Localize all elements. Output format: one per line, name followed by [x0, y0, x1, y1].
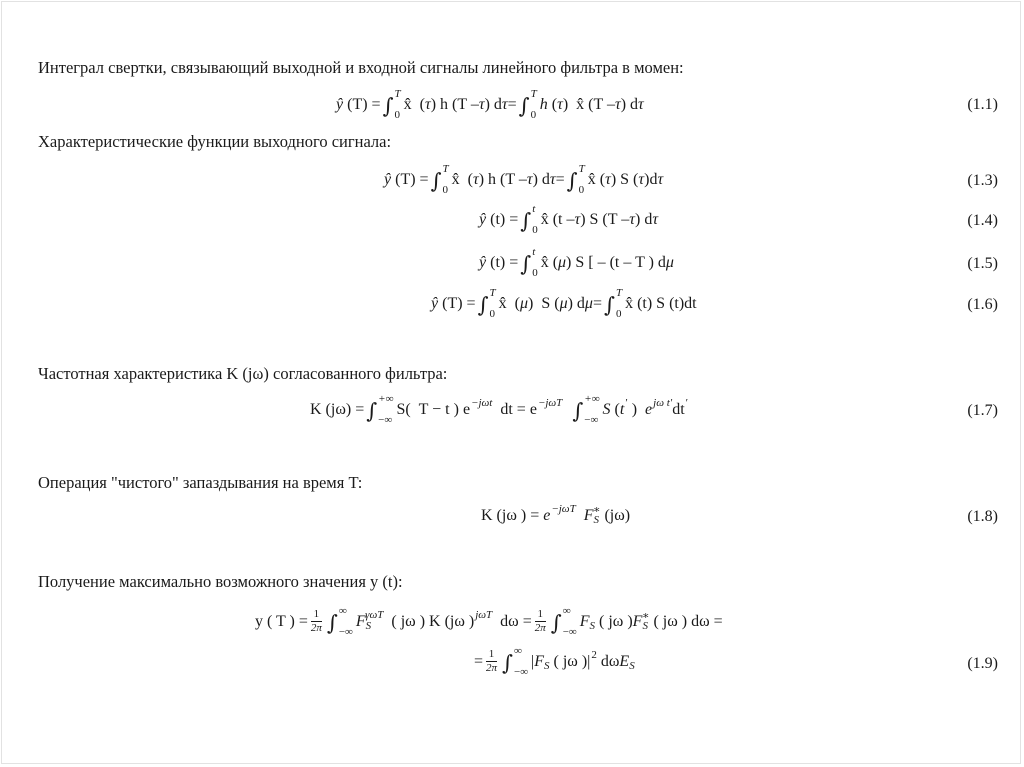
equation-1-9-line-2: = $\frac{1}{2\pi}$ ∫ ∞ −∞ | F S ( jω )| 2 dω E S	[474, 645, 635, 678]
equation-number: (1.4)	[967, 212, 998, 229]
equation-1-5: ŷ (t) = ∫ t 0 x̂ ( μ ) S [ – (t – T ) d μ	[479, 246, 674, 279]
equation-1-4: ŷ (t) = ∫ t 0 x̂ (t – τ ) S (T – τ ) d τ	[479, 203, 659, 236]
equation-number: (1.3)	[967, 172, 998, 189]
frequency-text: Частотная характеристика K (jω) согласованного фильтра:	[38, 364, 448, 383]
equation-1-9-line-1: y ( T ) = $\frac{1}{2\pi}$ ∫ ∞ −∞ F S γωT ( jω ) K (jω ) jωT dω = $\frac{1}{2\pi}$ ∫ ∞ −∞ F S ( jω ) F S ∗ ( jω ) dω =	[255, 605, 723, 638]
equation-number: (1.1)	[967, 96, 998, 113]
equation-number: (1.9)	[967, 655, 998, 672]
equation-1-3: ŷ (T) = ∫ T 0 x̂ ( τ ) h (T – τ ) d τ = ∫ T 0 x̂ ( τ ) S ( τ )d τ	[384, 163, 664, 196]
maximum-text: Получение максимально возможного значения y (t):	[38, 572, 403, 591]
equation-1-1: ŷ (T) = ∫ T 0 x̂ ( τ ) h (T – τ ) d τ = ∫ T 0 h ( τ ) x̂ (T – τ ) d τ	[336, 88, 644, 121]
equation-1-8: K (jω ) = e −jωT F S ∗ (jω)	[481, 503, 631, 526]
equation-number: (1.6)	[967, 296, 998, 313]
delay-text: Операция "чистого" запаздывания на время T:	[38, 473, 363, 492]
equation-number: (1.8)	[967, 508, 998, 525]
equation-1-7: K (jω) = ∫ +∞ −∞ S( T − t ) e −jωt dt = e −jωT ∫ +∞ −∞ S ( t ′ ) e jω t′ dt ′	[310, 393, 689, 426]
equation-1-6: ŷ (T) = ∫ T 0 x̂ ( μ ) S ( μ ) d μ = ∫ T 0 x̂ (t) S (t)dt	[431, 287, 697, 320]
equation-number: (1.5)	[967, 255, 998, 272]
characteristic-text: Характеристические функции выходного сигнала:	[38, 132, 392, 151]
equation-number: (1.7)	[967, 402, 998, 419]
intro-text: Интеграл свертки, связывающий выходной и входной сигналы линейного фильтра в момен:	[38, 58, 684, 77]
